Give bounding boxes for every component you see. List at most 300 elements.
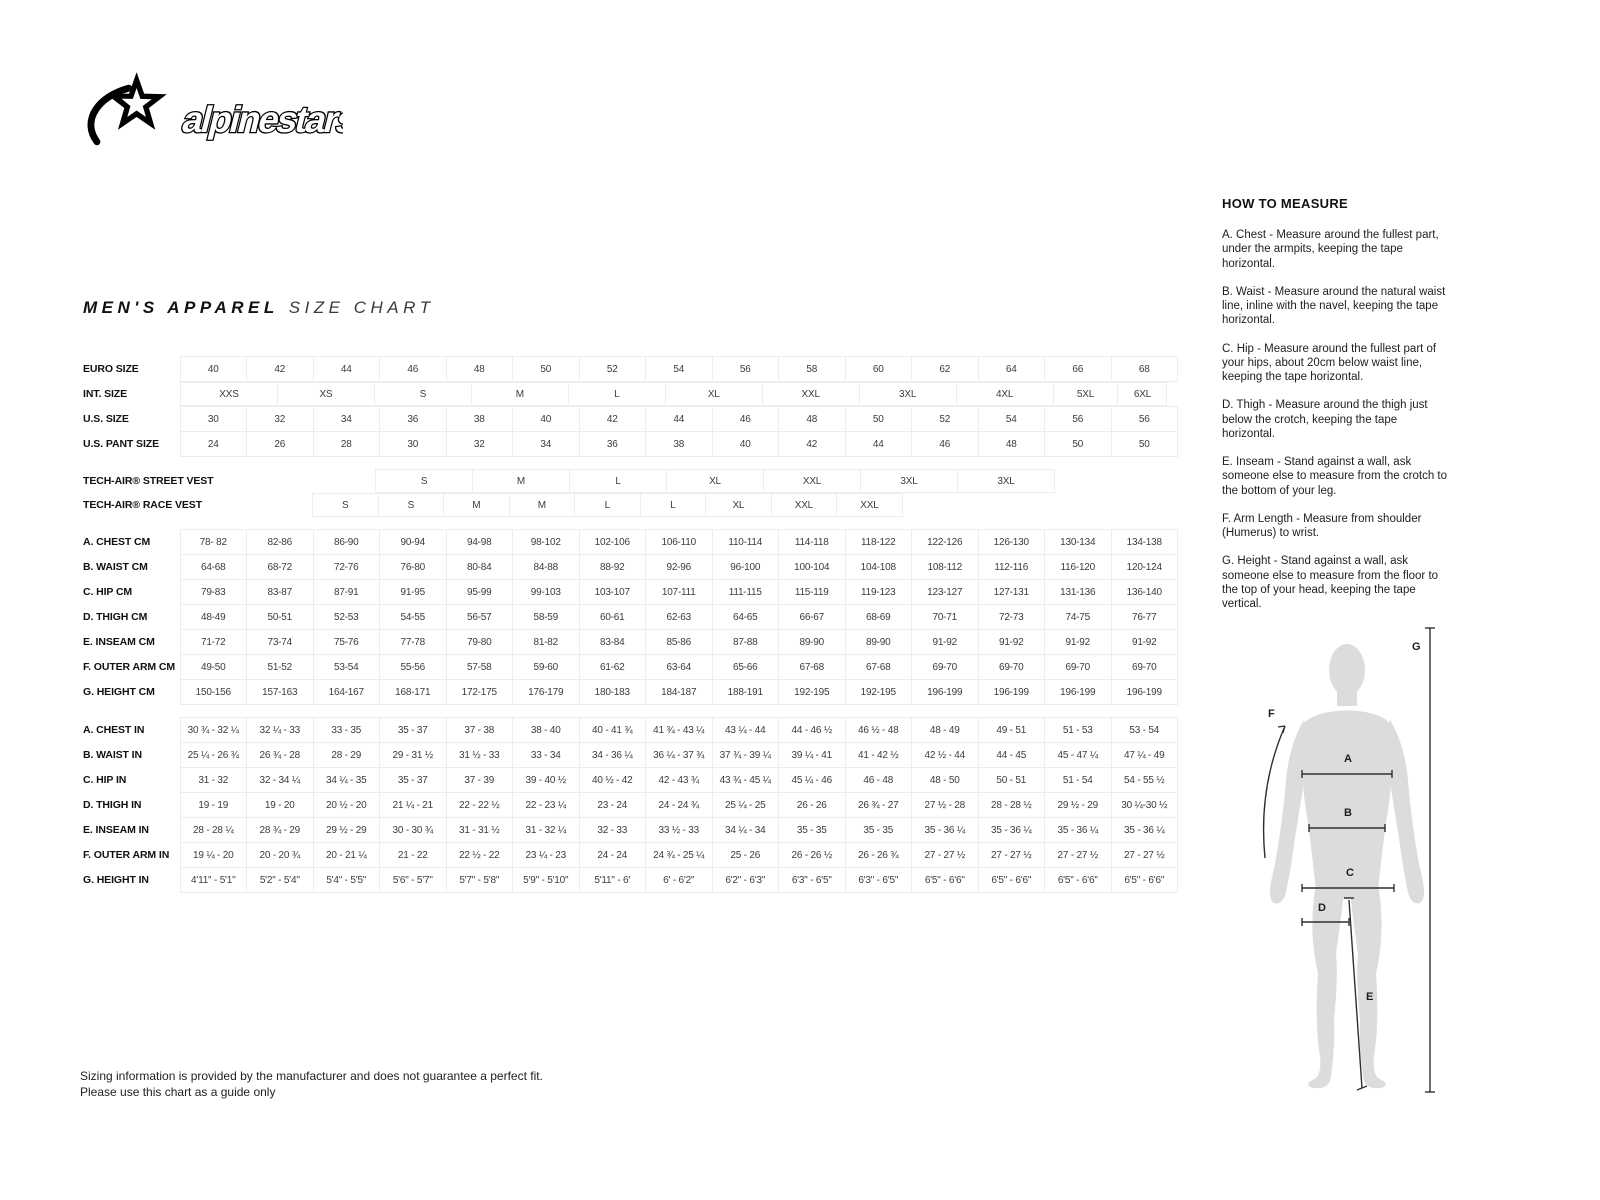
row-label: B. WAIST CM [83, 560, 148, 573]
size-cell: 38 [646, 432, 713, 457]
row-label: TECH-AIR® RACE VEST [83, 498, 203, 511]
size-cell: 37 ¾ - 39 ¼ [712, 743, 779, 768]
table-row [83, 357, 1178, 382]
size-cell: 42 ½ - 44 [912, 743, 979, 768]
size-cell: 51-52 [247, 655, 314, 680]
size-cell: 83-84 [579, 630, 646, 655]
size-cell: 27 - 27 ½ [1045, 843, 1112, 868]
table-row [83, 382, 1178, 407]
how-to-measure-panel [1222, 196, 1452, 625]
size-cell: 24 - 24 ¾ [646, 793, 713, 818]
size-cell: 119-123 [845, 580, 912, 605]
size-cell: 6' - 6'2" [646, 868, 713, 893]
row-label: G. HEIGHT IN [83, 873, 149, 886]
table-row [83, 843, 1178, 868]
size-cell: XL [666, 469, 764, 493]
size-cell: 188-191 [712, 680, 779, 705]
size-cell: 116-120 [1045, 555, 1112, 580]
table-row [83, 630, 1178, 655]
size-cell: 46 - 48 [845, 768, 912, 793]
size-cell: 88-92 [579, 555, 646, 580]
size-cell: 35 - 36 ¼ [978, 818, 1045, 843]
size-cell: 48-49 [180, 605, 247, 630]
size-cell: 25 ¼ - 26 ¾ [180, 743, 247, 768]
size-cell: 67-68 [779, 655, 846, 680]
figure-label-g: G [1412, 641, 1421, 653]
size-cell: 68-72 [247, 555, 314, 580]
size-table [83, 356, 1178, 893]
size-cell: XXS [180, 382, 278, 406]
size-cell: 69-70 [912, 655, 979, 680]
size-cell: L [568, 382, 666, 406]
size-cell: 22 - 22 ½ [446, 793, 513, 818]
row-label: F. OUTER ARM IN [83, 848, 170, 861]
figure-label-b: B [1344, 807, 1352, 819]
size-cell: 87-88 [712, 630, 779, 655]
size-cell: 32 - 33 [579, 818, 646, 843]
size-cell: 61-62 [579, 655, 646, 680]
size-cell: 66 [1045, 357, 1112, 382]
row-label: D. THIGH IN [83, 798, 142, 811]
size-cell: 22 ½ - 22 [446, 843, 513, 868]
size-cell: 84-88 [513, 555, 580, 580]
size-cell: 55-56 [380, 655, 447, 680]
alpinestars-logo [85, 68, 343, 154]
size-cell: 24 [180, 432, 247, 457]
size-cell: 35 - 36 ¼ [912, 818, 979, 843]
size-cell: 106-110 [646, 530, 713, 555]
size-cell: 29 ½ - 29 [1045, 793, 1112, 818]
size-cell: XXL [763, 469, 861, 493]
size-cell: 23 - 24 [579, 793, 646, 818]
size-cell: 5'2" - 5'4" [247, 868, 314, 893]
size-cell: 45 ¼ - 46 [779, 768, 846, 793]
size-cell: 72-76 [313, 555, 380, 580]
size-cell: 28 - 28 ¼ [180, 818, 247, 843]
table-row [83, 580, 1178, 605]
size-cell: 81-82 [513, 630, 580, 655]
size-cell: 108-112 [912, 555, 979, 580]
size-cell: 70-71 [912, 605, 979, 630]
alpinestars-logo-graphic [85, 68, 343, 154]
size-cell: XXL [836, 493, 903, 517]
table-block-sizes [83, 356, 1178, 457]
size-cell: 27 - 27 ½ [912, 843, 979, 868]
size-cell: 35 - 36 ¼ [1045, 818, 1112, 843]
size-cell: 25 ¼ - 25 [712, 793, 779, 818]
merged-row-host [180, 382, 1178, 407]
size-cell: 5XL [1053, 382, 1119, 406]
row-label: G. HEIGHT CM [83, 685, 155, 698]
size-cell: 48 [446, 357, 513, 382]
size-cell: 130-134 [1045, 530, 1112, 555]
size-cell: 40 [180, 357, 247, 382]
table-row [83, 818, 1178, 843]
logo-wordmark: alpinestars [178, 98, 343, 140]
size-cell: 42 [579, 407, 646, 432]
empty-cell [180, 469, 376, 493]
size-cell: 192-195 [779, 680, 846, 705]
disclaimer-line-1: Sizing information is provided by the manufacturer and does not guarantee a perfect fit. [80, 1069, 543, 1083]
size-cell: 32 [446, 432, 513, 457]
size-cell: 107-111 [646, 580, 713, 605]
size-cell: 56 [712, 357, 779, 382]
size-cell: 50 [1111, 432, 1178, 457]
size-cell: 46 [912, 432, 979, 457]
size-cell: 30 [180, 407, 247, 432]
size-cell: 35 - 37 [380, 718, 447, 743]
size-cell: 45 - 47 ¼ [1045, 743, 1112, 768]
size-cell: 54-55 [380, 605, 447, 630]
size-cell: S [312, 493, 379, 517]
size-cell: 110-114 [712, 530, 779, 555]
size-cell: XXL [771, 493, 838, 517]
size-cell: 76-77 [1111, 605, 1178, 630]
row-label: C. HIP IN [83, 773, 127, 786]
size-cell: 54 [646, 357, 713, 382]
size-cell: M [509, 493, 576, 517]
size-cell: 86-90 [313, 530, 380, 555]
size-cell: 89-90 [845, 630, 912, 655]
size-cell: 68-69 [845, 605, 912, 630]
size-cell: 35 - 37 [380, 768, 447, 793]
size-cell: 64-68 [180, 555, 247, 580]
size-cell: 66-67 [779, 605, 846, 630]
size-cell: 36 [579, 432, 646, 457]
size-cell: 30 ¼-30 ½ [1111, 793, 1178, 818]
size-cell: 85-86 [646, 630, 713, 655]
size-cell: 28 - 28 ½ [978, 793, 1045, 818]
size-cell: 34 - 36 ¼ [579, 743, 646, 768]
size-cell: 37 - 38 [446, 718, 513, 743]
size-cell: 28 - 29 [313, 743, 380, 768]
size-cell: 46 [380, 357, 447, 382]
size-cell: 31 - 31 ½ [446, 818, 513, 843]
size-cell: M [472, 469, 570, 493]
size-cell: 25 - 26 [712, 843, 779, 868]
size-cell: 51 - 54 [1045, 768, 1112, 793]
size-cell: 19 - 20 [247, 793, 314, 818]
size-cell: XL [665, 382, 763, 406]
size-cell: 5'9" - 5'10" [513, 868, 580, 893]
measure-instruction-waist: B. Waist - Measure around the natural waist line, inline with the navel, keeping the tape horizontal. [1222, 285, 1446, 327]
size-cell: 40 - 41 ¾ [579, 718, 646, 743]
size-cell: 63-64 [646, 655, 713, 680]
size-cell: 6'5" - 6'6" [1045, 868, 1112, 893]
size-cell: 5'7" - 5'8" [446, 868, 513, 893]
size-cell: 27 - 27 ½ [978, 843, 1045, 868]
size-cell: 22 - 23 ¼ [513, 793, 580, 818]
size-cell: 172-175 [446, 680, 513, 705]
size-cell: 6'5" - 6'6" [1111, 868, 1178, 893]
size-cell: 40 ½ - 42 [579, 768, 646, 793]
measure-instruction-height: G. Height - Stand against a wall, ask someone else to measure from the floor to the top of your head, keeping the tape vertical. [1222, 555, 1439, 610]
size-cell: 164-167 [313, 680, 380, 705]
size-cell: 196-199 [1111, 680, 1178, 705]
size-cell: 19 - 19 [180, 793, 247, 818]
size-cell: 20 - 20 ¾ [247, 843, 314, 868]
table-row [83, 555, 1178, 580]
size-cell: 73-74 [247, 630, 314, 655]
size-cell: 168-171 [380, 680, 447, 705]
size-cell: 56-57 [446, 605, 513, 630]
size-cell: 69-70 [1045, 655, 1112, 680]
size-cell: 49 - 51 [978, 718, 1045, 743]
size-cell: 44 [845, 432, 912, 457]
row-label: E. INSEAM IN [83, 823, 149, 836]
size-cell: 33 ½ - 33 [646, 818, 713, 843]
size-cell: 46 [712, 407, 779, 432]
size-cell: 67-68 [845, 655, 912, 680]
size-cell: 47 ¼ - 49 [1111, 743, 1178, 768]
size-cell: 20 - 21 ¼ [313, 843, 380, 868]
size-cell: 6'5" - 6'6" [912, 868, 979, 893]
size-cell: 21 - 22 [380, 843, 447, 868]
size-cell: 69-70 [978, 655, 1045, 680]
size-cell: 90-94 [380, 530, 447, 555]
row-label: U.S. PANT SIZE [83, 437, 159, 450]
size-cell: 23 ¼ - 23 [513, 843, 580, 868]
size-cell: 3XL [859, 382, 957, 406]
size-cell: 42 [247, 357, 314, 382]
size-cell: 99-103 [513, 580, 580, 605]
size-cell: 41 - 42 ½ [845, 743, 912, 768]
size-cell: 44 [646, 407, 713, 432]
size-cell: 39 ¼ - 41 [779, 743, 846, 768]
size-cell: 52-53 [313, 605, 380, 630]
size-cell: 21 ¼ - 21 [380, 793, 447, 818]
row-label: C. HIP CM [83, 585, 133, 598]
size-cell: 71-72 [180, 630, 247, 655]
size-cell: 5'11" - 6' [579, 868, 646, 893]
table-row [83, 655, 1178, 680]
size-cell: 100-104 [779, 555, 846, 580]
size-cell: 28 [313, 432, 380, 457]
size-cell: 32 - 34 ¼ [247, 768, 314, 793]
size-cell: 192-195 [845, 680, 912, 705]
size-cell: 82-86 [247, 530, 314, 555]
table-row [83, 793, 1178, 818]
size-cell: 150-156 [180, 680, 247, 705]
size-cell: 50 [513, 357, 580, 382]
row-label: U.S. SIZE [83, 412, 129, 425]
size-cell: 6'3" - 6'5" [779, 868, 846, 893]
size-cell: 127-131 [978, 580, 1045, 605]
size-cell: 24 ¾ - 25 ¼ [646, 843, 713, 868]
size-cell: 54 - 55 ½ [1111, 768, 1178, 793]
size-cell: 32 [247, 407, 314, 432]
size-cell: 60 [845, 357, 912, 382]
disclaimer-line-2: Please use this chart as a guide only [80, 1085, 276, 1100]
size-cell: 6'5" - 6'6" [978, 868, 1045, 893]
size-cell: 62-63 [646, 605, 713, 630]
size-cell: 104-108 [845, 555, 912, 580]
size-cell: 35 - 36 ¼ [1111, 818, 1178, 843]
size-cell: 26 ¾ - 28 [247, 743, 314, 768]
size-cell: 92-96 [646, 555, 713, 580]
merged-row-host [180, 493, 1178, 517]
size-cell: 33 - 34 [513, 743, 580, 768]
size-cell: 74-75 [1045, 605, 1112, 630]
size-cell: 78- 82 [180, 530, 247, 555]
row-label: E. INSEAM CM [83, 635, 155, 648]
row-label: D. THIGH CM [83, 610, 148, 623]
size-cell: 19 ¼ - 20 [180, 843, 247, 868]
size-cell: 31 ½ - 33 [446, 743, 513, 768]
size-cell: 54 [978, 407, 1045, 432]
size-cell: 112-116 [978, 555, 1045, 580]
size-cell: 91-92 [912, 630, 979, 655]
size-cell: XS [277, 382, 375, 406]
size-cell: S [375, 469, 473, 493]
size-cell: 136-140 [1111, 580, 1178, 605]
size-cell: 58 [779, 357, 846, 382]
row-label: F. OUTER ARM CM [83, 660, 176, 673]
size-cell: 52 [579, 357, 646, 382]
size-cell: 91-95 [380, 580, 447, 605]
size-cell: 56 [1045, 407, 1112, 432]
size-cell: 68 [1111, 357, 1178, 382]
size-cell: 64-65 [712, 605, 779, 630]
size-cell: 34 [513, 432, 580, 457]
measure-instruction-arm: F. Arm Length - Measure from shoulder (Humerus) to wrist. [1222, 512, 1422, 539]
measure-instruction-hip: C. Hip - Measure around the fullest part of your hips, about 20cm below waist line, keeping the tape horizontal. [1222, 342, 1437, 383]
size-cell: L [640, 493, 707, 517]
empty-cell [1054, 469, 1170, 493]
size-cell: 3XL [860, 469, 958, 493]
size-cell: 30 [380, 432, 447, 457]
size-cell: 44 - 45 [978, 743, 1045, 768]
size-cell: 29 - 31 ½ [380, 743, 447, 768]
figure-label-a: A [1344, 753, 1352, 765]
size-cell: S [374, 382, 472, 406]
size-cell: 56 [1111, 407, 1178, 432]
size-cell: 26 ¾ - 27 [845, 793, 912, 818]
size-cell: 43 ¼ - 44 [712, 718, 779, 743]
figure-label-c: C [1346, 867, 1354, 879]
size-cell: 96-100 [712, 555, 779, 580]
size-cell: 44 - 46 ½ [779, 718, 846, 743]
size-cell: 131-136 [1045, 580, 1112, 605]
size-cell: 46 ½ - 48 [845, 718, 912, 743]
size-cell: 59-60 [513, 655, 580, 680]
size-cell: 72-73 [978, 605, 1045, 630]
empty-cell [902, 493, 1168, 517]
size-cell: 36 [380, 407, 447, 432]
how-to-measure-title: HOW TO MEASURE [1222, 196, 1349, 211]
size-cell: 26 - 26 ½ [779, 843, 846, 868]
table-row [83, 493, 1178, 517]
size-cell: 180-183 [579, 680, 646, 705]
size-cell: 35 - 35 [779, 818, 846, 843]
size-cell: 91-92 [1111, 630, 1178, 655]
size-cell: 38 [446, 407, 513, 432]
size-cell: 36 ¼ - 37 ¾ [646, 743, 713, 768]
measure-instruction-thigh: D. Thigh - Measure around the thigh just below the crotch, keeping the tape horizontal. [1222, 399, 1428, 440]
size-cell: 49-50 [180, 655, 247, 680]
row-label: INT. SIZE [83, 387, 128, 400]
size-cell: 102-106 [579, 530, 646, 555]
size-cell: 79-83 [180, 580, 247, 605]
row-label: A. CHEST CM [83, 535, 151, 548]
size-cell: XL [705, 493, 772, 517]
size-cell: 83-87 [247, 580, 314, 605]
size-cell: 176-179 [513, 680, 580, 705]
size-cell: 41 ¾ - 43 ¼ [646, 718, 713, 743]
size-cell: 20 ½ - 20 [313, 793, 380, 818]
size-cell: 103-107 [579, 580, 646, 605]
size-cell: 157-163 [247, 680, 314, 705]
size-cell: 48 - 49 [912, 718, 979, 743]
measurement-figure [1252, 618, 1442, 1098]
size-cell: 91-92 [978, 630, 1045, 655]
size-cell: 6'2" - 6'3" [712, 868, 779, 893]
figure-label-d: D [1318, 902, 1326, 914]
size-cell: 80-84 [446, 555, 513, 580]
size-cell: 31 - 32 [180, 768, 247, 793]
size-cell: 29 ½ - 29 [313, 818, 380, 843]
size-cell: 48 [779, 407, 846, 432]
size-cell: 98-102 [513, 530, 580, 555]
page-title-secondary: SIZE CHART [288, 298, 435, 317]
size-cell: 60-61 [579, 605, 646, 630]
row-label: B. WAIST IN [83, 748, 142, 761]
size-cell: 48 [978, 432, 1045, 457]
size-cell: 134-138 [1111, 530, 1178, 555]
size-cell: 34 ¼ - 35 [313, 768, 380, 793]
size-cell: 48 - 50 [912, 768, 979, 793]
size-cell: 26 - 26 ¾ [845, 843, 912, 868]
table-row [83, 605, 1178, 630]
size-cell: 196-199 [1045, 680, 1112, 705]
table-row [83, 718, 1178, 743]
size-cell: 65-66 [712, 655, 779, 680]
size-cell: 53-54 [313, 655, 380, 680]
size-cell: 4XL [956, 382, 1054, 406]
size-cell: 37 - 39 [446, 768, 513, 793]
size-cell: 3XL [957, 469, 1055, 493]
size-cell: 79-80 [446, 630, 513, 655]
size-cell: 94-98 [446, 530, 513, 555]
measure-instruction-inseam: E. Inseam - Stand against a wall, ask someone else to measure from the crotch to the bottom of your leg. [1222, 456, 1447, 497]
size-cell: 38 - 40 [513, 718, 580, 743]
size-cell: 184-187 [646, 680, 713, 705]
size-cell: 26 - 26 [779, 793, 846, 818]
size-cell: 118-122 [845, 530, 912, 555]
size-cell: 87-91 [313, 580, 380, 605]
empty-cell [180, 493, 313, 517]
size-cell: 31 - 32 ¼ [513, 818, 580, 843]
size-cell: 111-115 [712, 580, 779, 605]
row-label: A. CHEST IN [83, 723, 145, 736]
size-cell: XXL [762, 382, 860, 406]
size-cell: 50 [845, 407, 912, 432]
table-row [83, 432, 1178, 457]
size-cell: 40 [513, 407, 580, 432]
size-cell: 115-119 [779, 580, 846, 605]
size-cell: 30 - 30 ¾ [380, 818, 447, 843]
size-cell: 34 [313, 407, 380, 432]
size-cell: 42 [779, 432, 846, 457]
figure-label-f: F [1268, 708, 1275, 720]
size-cell: 76-80 [380, 555, 447, 580]
table-row [83, 530, 1178, 555]
disclaimer [80, 1068, 543, 1100]
size-cell: 44 [313, 357, 380, 382]
size-cell: 114-118 [779, 530, 846, 555]
table-block-in [83, 717, 1178, 893]
size-cell: 4'11" - 5'1" [180, 868, 247, 893]
